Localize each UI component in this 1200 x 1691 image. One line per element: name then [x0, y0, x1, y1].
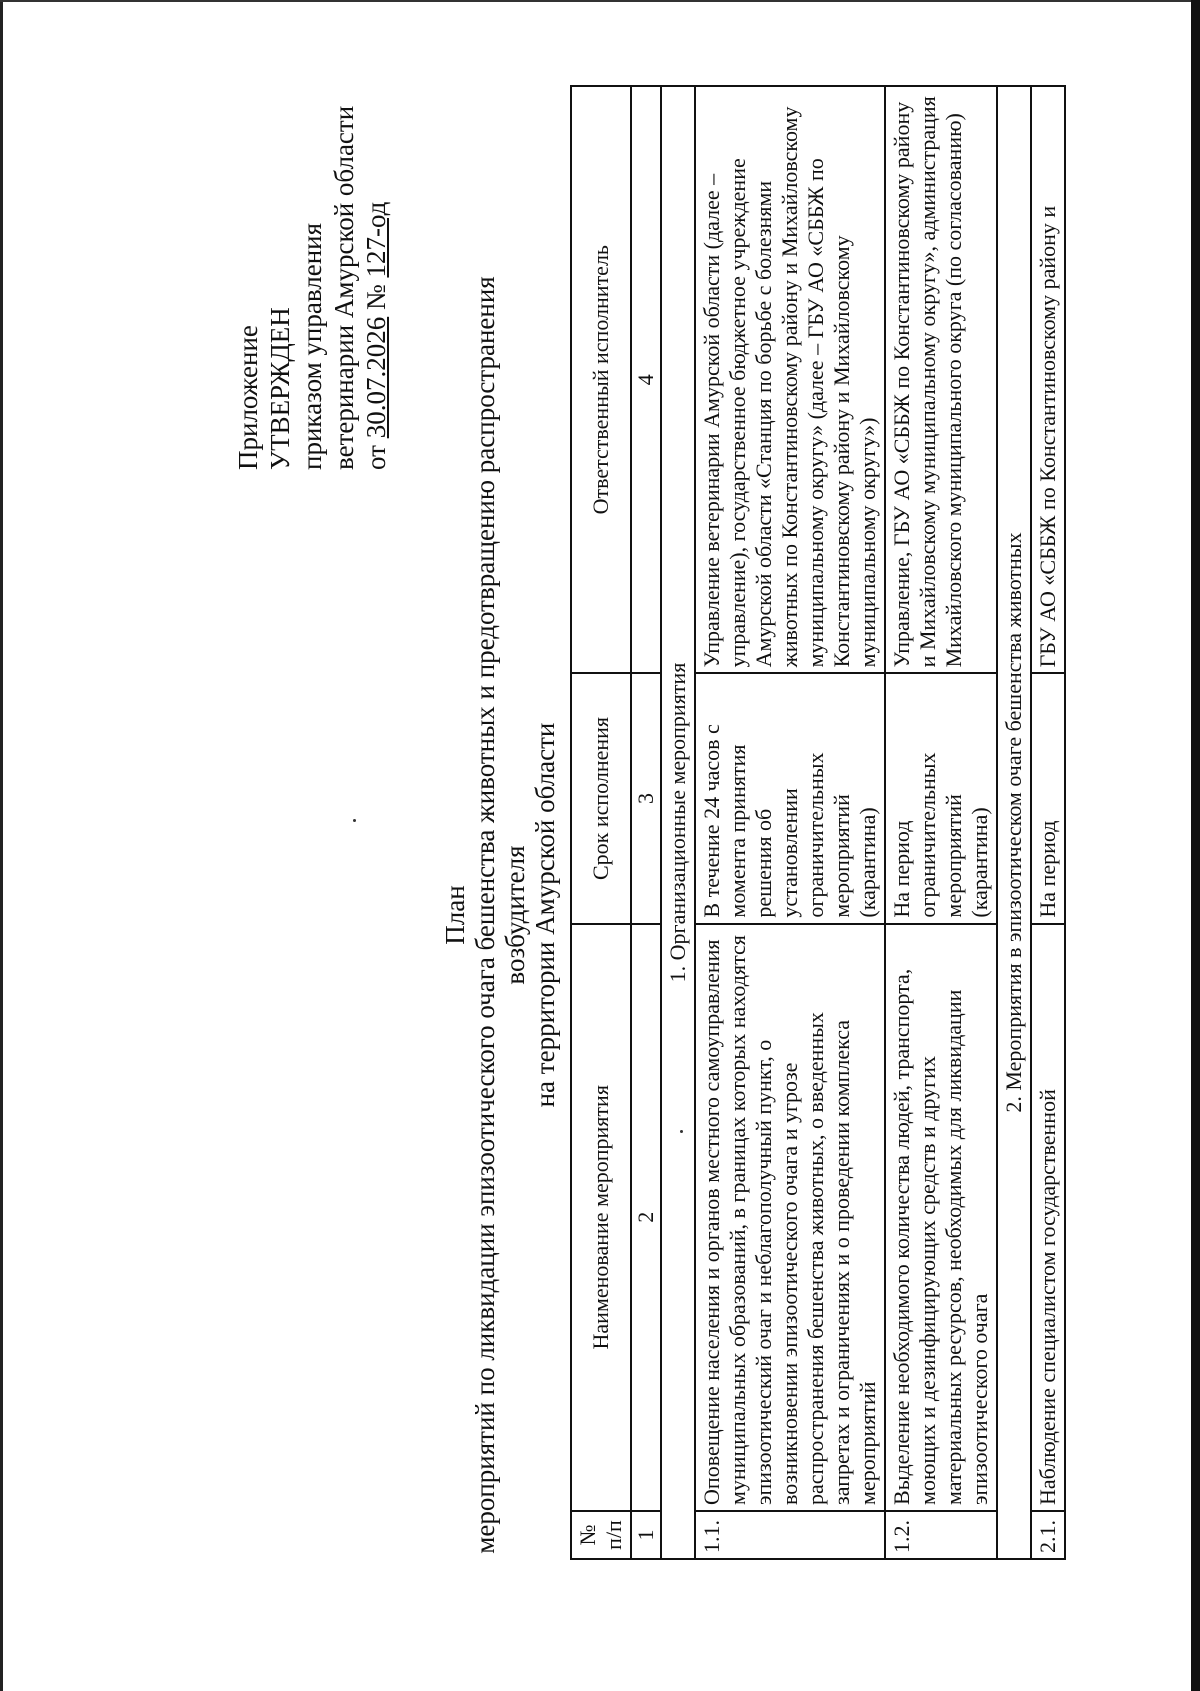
- approval-number: 127-од: [361, 201, 391, 278]
- section-title-2: 2. Мероприятия в эпизоотическом очаге бешенства животных: [997, 86, 1031, 1559]
- document-title: [440, 215, 560, 1615]
- section-row: [661, 86, 695, 1559]
- title-heading: План: [440, 885, 470, 945]
- row-activity: Оповещение населения и органов местного самоуправления муниципальных образований, в границах которых находятся эпизоотический очаг и неблагополучный пункт, о возникновении эпизоотического очага и угрозе распространения бешенства животных, о введенных запретах и ограничениях и о проведении комплекса мероприятий: [695, 924, 885, 1511]
- column-number: 3: [631, 673, 661, 923]
- approval-approved: УТВЕРЖДЕН: [265, 307, 295, 470]
- approval-stamp: [232, 106, 392, 470]
- row-executor: Управление, ГБУ АО «СББЖ по Константиновскому району и Михайловскому муниципальному округу», администрация Михайловского муниципального округа (по согласованию): [885, 86, 997, 673]
- row-term: На период ограничительных мероприятий (карантина): [885, 673, 997, 923]
- row-activity: Выделение необходимого количества людей, транспорта, моющих и дезинфицирующих средств и других материальных ресурсов, необходимых для ликвидации эпизоотического очага: [885, 924, 997, 1511]
- column-number: 2: [631, 924, 661, 1511]
- approval-department: ветеринарии Амурской области: [329, 105, 359, 470]
- row-executor: ГБУ АО «СББЖ по Константиновскому району и: [1031, 86, 1065, 673]
- row-term: В течение 24 часов с момента принятия решения об установлении ограничительных мероприятий (карантина): [695, 673, 885, 923]
- row-executor: Управление ветеринарии Амурской области (далее – управление), государственное бюджетное учреждение Амурской области «Станция по борьбе с болезнями животных по Константиновскому району и Михайловскому муниципальному округу» (далее – ГБУ АО «СББЖ по Константиновскому району и Михайловскому муниципальному округу»): [695, 86, 885, 673]
- scan-edge-right: [1191, 0, 1200, 1691]
- section-row: [997, 86, 1031, 1559]
- row-activity: Наблюдение специалистом государственной: [1031, 924, 1065, 1511]
- table-row: [885, 86, 997, 1559]
- document-page: [40, 35, 1160, 1655]
- column-number: 1: [631, 1511, 661, 1559]
- approval-number-prefix: №: [361, 277, 391, 317]
- table-row: [1031, 86, 1065, 1559]
- row-term: На период: [1031, 673, 1065, 923]
- row-number: 1.2.: [885, 1511, 997, 1559]
- approval-date-prefix: от: [361, 438, 391, 470]
- approval-date: 30.07.2026: [361, 316, 391, 439]
- approval-order: приказом управления: [297, 222, 327, 470]
- table-row: [695, 86, 885, 1559]
- approval-appendix: Приложение: [233, 325, 263, 470]
- row-number: 1.1.: [695, 1511, 885, 1559]
- row-number: 2.1.: [1031, 1511, 1065, 1559]
- header-activity: Наименование мероприятия: [571, 924, 631, 1511]
- column-number-row: [631, 86, 661, 1559]
- header-term: Срок исполнения: [571, 673, 631, 923]
- header-executor: Ответственный исполнитель: [571, 86, 631, 673]
- header-number: № п/п: [571, 1511, 631, 1559]
- section-title-1: 1. Организационные мероприятия: [661, 86, 695, 1559]
- approval-date-line: [360, 106, 392, 470]
- table-header-row: [571, 86, 631, 1559]
- plan-table: [570, 85, 1066, 1560]
- scan-edge-top: [0, 0, 1200, 2]
- scan-edge-left: [0, 0, 3, 1691]
- column-number: 4: [631, 86, 661, 673]
- title-subject: мероприятий по ликвидации эпизоотического очага бешенства животных и предотвращению распространения возбудителя: [470, 276, 530, 1554]
- title-territory: на территории Амурской области: [530, 722, 560, 1108]
